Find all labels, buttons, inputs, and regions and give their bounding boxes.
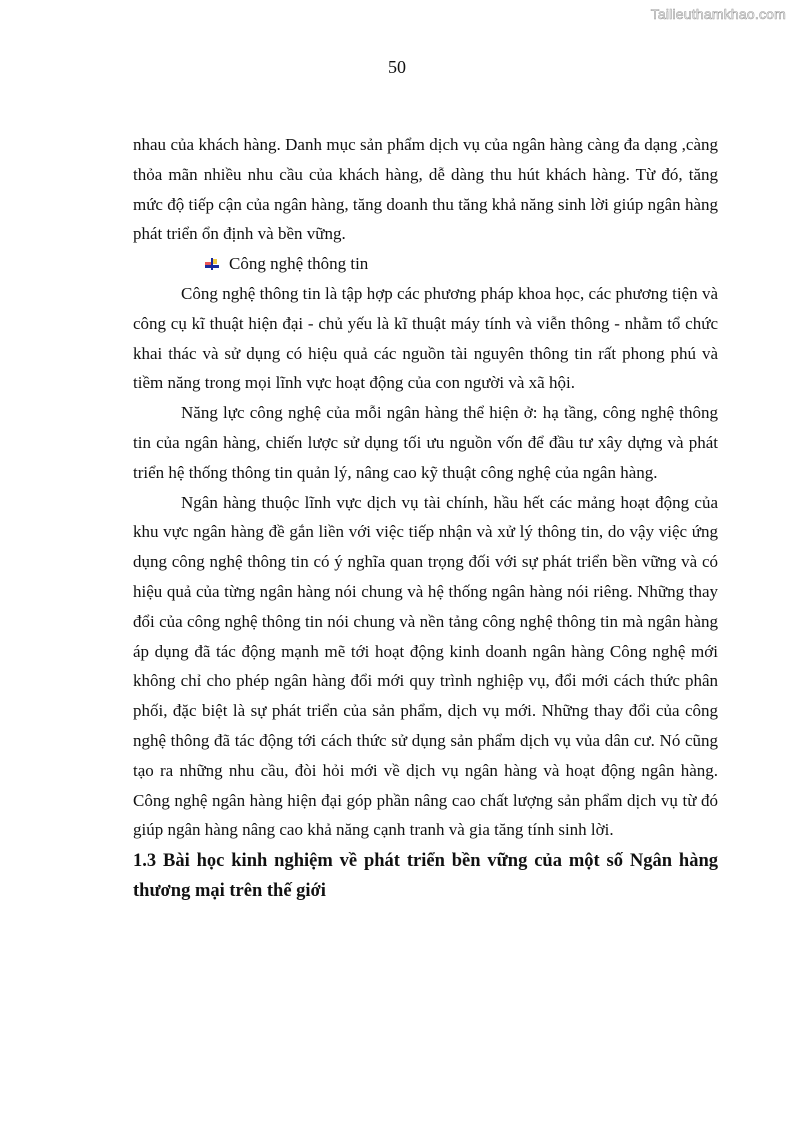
section-heading: 1.3 Bài học kinh nghiệm về phát triển bền vững của một số Ngân hàng thương mại trên thế giới [133, 851, 718, 901]
bullet-item [133, 249, 718, 279]
paragraph-it-definition: Công nghệ thông tin là tập hợp các phương pháp khoa học, các phương tiện và công cụ kĩ thuật hiện đại - chủ yếu là kĩ thuật máy tính và viễn thông - nhằm tổ chức khai thác và sử dụng có hiệu quả các nguồn tài nguyên thông tin rất phong phú và tiềm năng trong mọi lĩnh vực hoạt động của con người và xã hội. [133, 283, 718, 393]
watermark: Tailieuthamkhao.com [650, 6, 786, 22]
page-number: 50 [388, 57, 406, 77]
paragraph-continuation: nhau của khách hàng. Danh mục sản phẩm dịch vụ của ngân hàng càng đa dạng ,càng thỏa mãn nhiều nhu cầu của khách hàng, dễ dàng thu hút khách hàng. Từ đó, tăng mức độ tiếp cận của ngân hàng, tăng doanh thu tăng khả năng sinh lời giúp ngân hàng phát triển ổn định và bền vững. [133, 135, 718, 244]
bullet-arrow-icon [205, 257, 219, 271]
document-body [133, 130, 718, 907]
bullet-label: Công nghệ thông tin [229, 254, 369, 274]
paragraph-banking-it: Ngân hàng thuộc lĩnh vực dịch vụ tài chính, hầu hết các mảng hoạt động của khu vực ngân hàng đề gắn liền với việc tiếp nhận và xử lý thông tin, do vậy việc ứng dụng công nghệ thông tin có ý nghĩa quan trọng đối với sự phát triển bền vững và có hiệu quả của từng ngân hàng nói chung và hệ thống ngân hàng nói riêng. Những thay đổi của công nghệ thông tin nói chung và nền tảng công nghệ thông tin mà ngân hàng áp dụng đã tác động mạnh mẽ tới hoạt động kinh doanh ngân hàng Công nghệ mới không chỉ cho phép ngân hàng đổi mới quy trình nghiệp vụ, đổi mới cách thức phân phối, đặc biệt là sự phát triển của sản phẩm, dịch vụ mới. Những thay đổi của công nghệ thông đã tác động tới cách thức sử dụng sản phẩm dịch vụ vủa dân cư. Nó cũng tạo ra những nhu cầu, đòi hỏi mới về dịch vụ ngân hàng và hoạt động ngân hàng. Công nghệ ngân hàng hiện đại góp phần nâng cao chất lượng sản phẩm dịch vụ từ đó giúp ngân hàng nâng cao khả năng cạnh tranh và gia tăng tính sinh lời. [133, 492, 718, 840]
paragraph-tech-capacity: Năng lực công nghệ của mỗi ngân hàng thể hiện ở: hạ tầng, công nghệ thông tin của ngân hàng, chiến lược sử dụng tối ưu nguồn vốn để đầu tư xây dựng và phát triển hệ thống thông tin quản lý, nâng cao kỹ thuật công nghệ của ngân hàng. [133, 403, 718, 482]
